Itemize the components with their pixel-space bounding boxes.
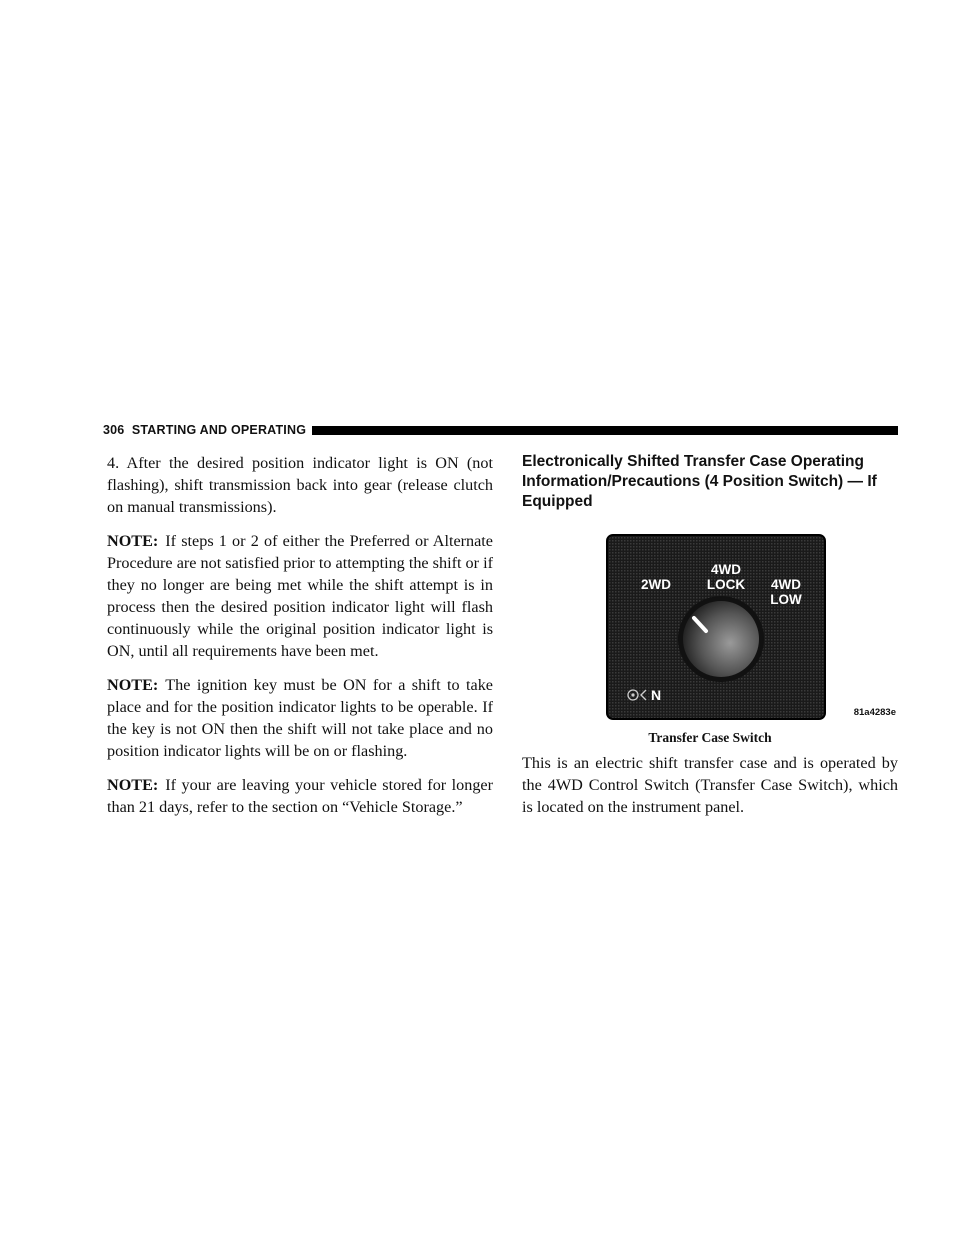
label-n: N — [650, 687, 662, 703]
label-4wd-low-sub: LOW — [770, 592, 802, 607]
page-number: 306 — [103, 423, 125, 437]
left-column — [107, 452, 493, 830]
page-header — [103, 423, 898, 437]
label-4wd-low: 4WD — [771, 577, 801, 592]
step-4-paragraph: 4. After the desired position indicator light is ON (not flashing), shift transmission back into gear (release clutch on manual transmissions). — [107, 454, 493, 516]
label-4wd-lock-sub: LOCK — [706, 577, 746, 592]
header-text — [103, 423, 306, 437]
note-paragraph — [107, 674, 493, 762]
note-text: If steps 1 or 2 of either the Preferred or Alternate Procedure are not satisfied prior to attempting the shift or if they no longer are being met while the shift attempt is in process then the desired position indicator light will flash continuously while the original position indicator light is ON, until all requirements have been met. — [107, 532, 493, 660]
note-label: NOTE: — [107, 776, 159, 794]
figure-caption: Transfer Case Switch — [648, 730, 772, 745]
transfer-case-switch-figure — [606, 534, 896, 720]
note-paragraph — [107, 774, 493, 818]
knob — [683, 601, 759, 677]
header-rule — [312, 426, 898, 435]
switch-illustration — [606, 534, 826, 720]
label-2wd: 2WD — [641, 577, 671, 592]
section-title: STARTING AND OPERATING — [131, 423, 307, 437]
note-paragraph — [107, 530, 493, 662]
section-heading: Electronically Shifted Transfer Case Operating Information/Precautions (4 Position Switch) — If Equipped — [522, 453, 877, 510]
note-label: NOTE: — [107, 532, 159, 550]
figure-id: 81a4283e — [853, 707, 896, 718]
right-column — [522, 452, 898, 830]
note-text: The ignition key must be ON for a shift to take place and for the position indicator lights to be operable. If the key is not ON then the shift will not take place and no position indicator lights will be on or flashing. — [107, 676, 493, 760]
label-4wd-lock: 4WD — [711, 562, 741, 577]
note-label: NOTE: — [107, 676, 159, 694]
body-paragraph: This is an electric shift transfer case and is operated by the 4WD Control Switch (Transfer Case Switch), which is located on the instrument panel. — [522, 754, 898, 816]
note-text: If your are leaving your vehicle stored for longer than 21 days, refer to the section on “Vehicle Storage.” — [107, 776, 493, 816]
